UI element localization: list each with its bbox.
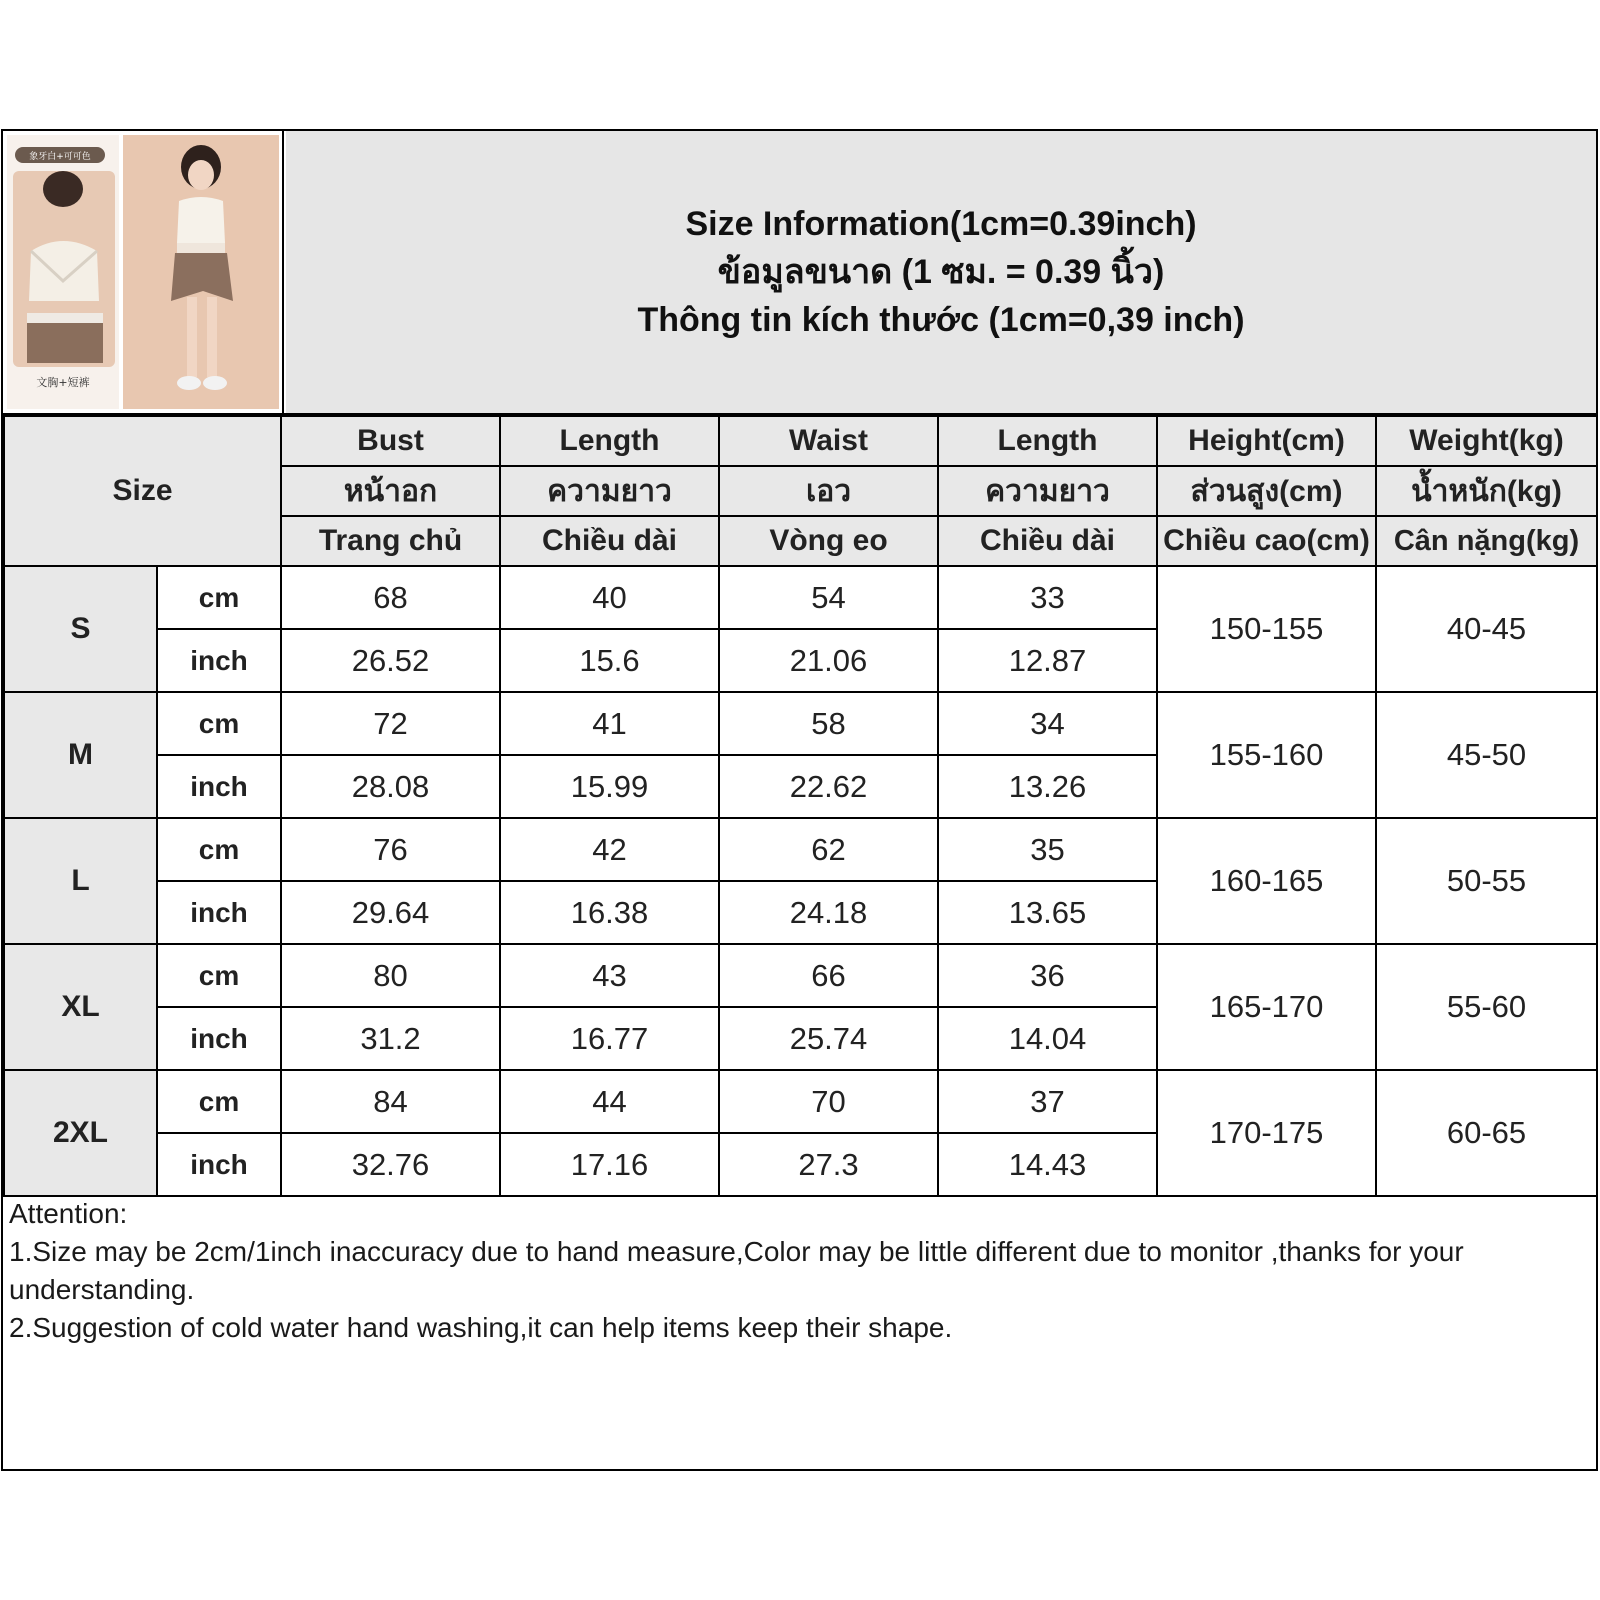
color-tag: 象牙白+可可色	[29, 152, 91, 162]
weight-range: 40-45	[1376, 566, 1597, 692]
weight-range: 50-55	[1376, 818, 1597, 944]
unit-inch: inch	[157, 1133, 281, 1196]
title-vietnamese: Thông tin kích thước (1cm=0,39 inch)	[637, 301, 1245, 339]
table-row	[4, 818, 1597, 881]
unit-cm: cm	[157, 944, 281, 1007]
length2-cm: 36	[938, 944, 1157, 1007]
waist-cm: 58	[719, 692, 938, 755]
length-inch: 16.38	[500, 881, 719, 944]
attention-notes	[9, 1195, 1576, 1347]
waist-cm: 66	[719, 944, 938, 1007]
col-weight-vi: Cân nặng(kg)	[1376, 516, 1597, 566]
unit-cm: cm	[157, 566, 281, 629]
waist-inch: 21.06	[719, 629, 938, 692]
length2-inch: 14.04	[938, 1007, 1157, 1070]
col-length-en: Length	[500, 416, 719, 466]
title-block	[286, 131, 1596, 413]
col-height-en: Height(cm)	[1157, 416, 1376, 466]
length2-cm: 37	[938, 1070, 1157, 1133]
bust-inch: 31.2	[281, 1007, 500, 1070]
size-header: Size	[4, 416, 281, 566]
bust-inch: 26.52	[281, 629, 500, 692]
bust-cm: 76	[281, 818, 500, 881]
length2-cm: 33	[938, 566, 1157, 629]
size-label: L	[4, 818, 157, 944]
height-range: 155-160	[1157, 692, 1376, 818]
unit-cm: cm	[157, 1070, 281, 1133]
weight-range: 60-65	[1376, 1070, 1597, 1196]
product-photo	[3, 131, 284, 413]
length-cm: 44	[500, 1070, 719, 1133]
bust-inch: 28.08	[281, 755, 500, 818]
length2-inch: 14.43	[938, 1133, 1157, 1196]
bust-cm: 84	[281, 1070, 500, 1133]
waist-inch: 27.3	[719, 1133, 938, 1196]
col-waist-en: Waist	[719, 416, 938, 466]
size-label: S	[4, 566, 157, 692]
length2-inch: 13.26	[938, 755, 1157, 818]
col-length2-en: Length	[938, 416, 1157, 466]
header-area	[3, 131, 1596, 415]
size-label: XL	[4, 944, 157, 1070]
length-cm: 43	[500, 944, 719, 1007]
waist-inch: 24.18	[719, 881, 938, 944]
bust-inch: 29.64	[281, 881, 500, 944]
col-weight-en: Weight(kg)	[1376, 416, 1597, 466]
length2-cm: 35	[938, 818, 1157, 881]
note-line-1: 1.Size may be 2cm/1inch inaccuracy due to hand measure,Color may be little different due to monitor ,thanks for your understanding.	[9, 1236, 1464, 1305]
notes-heading: Attention:	[9, 1198, 128, 1229]
weight-range: 45-50	[1376, 692, 1597, 818]
weight-range: 55-60	[1376, 944, 1597, 1070]
bust-inch: 32.76	[281, 1133, 500, 1196]
table-row	[4, 692, 1597, 755]
col-bust-vi: Trang chủ	[281, 516, 500, 566]
col-waist-vi: Vòng eo	[719, 516, 938, 566]
bust-cm: 68	[281, 566, 500, 629]
col-bust-th: หน้าอก	[281, 466, 500, 516]
length-inch: 17.16	[500, 1133, 719, 1196]
col-weight-th: น้ำหนัก(kg)	[1376, 466, 1597, 516]
col-height-th: ส่วนสูง(cm)	[1157, 466, 1376, 516]
set-tag: 文胸+短裤	[36, 376, 90, 389]
col-waist-th: เอว	[719, 466, 938, 516]
waist-cm: 62	[719, 818, 938, 881]
size-label: 2XL	[4, 1070, 157, 1196]
waist-inch: 25.74	[719, 1007, 938, 1070]
bust-cm: 80	[281, 944, 500, 1007]
size-chart-sheet	[1, 129, 1598, 1471]
height-range: 170-175	[1157, 1070, 1376, 1196]
length2-cm: 34	[938, 692, 1157, 755]
length-inch: 15.6	[500, 629, 719, 692]
col-length-vi: Chiều dài	[500, 516, 719, 566]
size-table	[3, 415, 1598, 1197]
unit-inch: inch	[157, 881, 281, 944]
col-length2-th: ความยาว	[938, 466, 1157, 516]
length-cm: 42	[500, 818, 719, 881]
unit-inch: inch	[157, 755, 281, 818]
note-line-2: 2.Suggestion of cold water hand washing,it can help items keep their shape.	[9, 1312, 953, 1343]
waist-cm: 54	[719, 566, 938, 629]
height-range: 150-155	[1157, 566, 1376, 692]
waist-inch: 22.62	[719, 755, 938, 818]
unit-inch: inch	[157, 629, 281, 692]
unit-inch: inch	[157, 1007, 281, 1070]
table-row	[4, 944, 1597, 1007]
length2-inch: 12.87	[938, 629, 1157, 692]
col-length-th: ความยาว	[500, 466, 719, 516]
waist-cm: 70	[719, 1070, 938, 1133]
height-range: 165-170	[1157, 944, 1376, 1070]
length-cm: 41	[500, 692, 719, 755]
length-inch: 16.77	[500, 1007, 719, 1070]
col-height-vi: Chiều cao(cm)	[1157, 516, 1376, 566]
length2-inch: 13.65	[938, 881, 1157, 944]
table-row	[4, 566, 1597, 629]
height-range: 160-165	[1157, 818, 1376, 944]
table-row	[4, 1070, 1597, 1133]
title-thai: ข้อมูลขนาด (1 ซม. = 0.39 นิ้ว)	[717, 253, 1165, 291]
title-english: Size Information(1cm=0.39inch)	[685, 205, 1197, 243]
length-inch: 15.99	[500, 755, 719, 818]
bust-cm: 72	[281, 692, 500, 755]
size-label: M	[4, 692, 157, 818]
unit-cm: cm	[157, 818, 281, 881]
length-cm: 40	[500, 566, 719, 629]
col-bust-en: Bust	[281, 416, 500, 466]
col-length2-vi: Chiều dài	[938, 516, 1157, 566]
unit-cm: cm	[157, 692, 281, 755]
product-photo-illustration	[3, 131, 282, 413]
